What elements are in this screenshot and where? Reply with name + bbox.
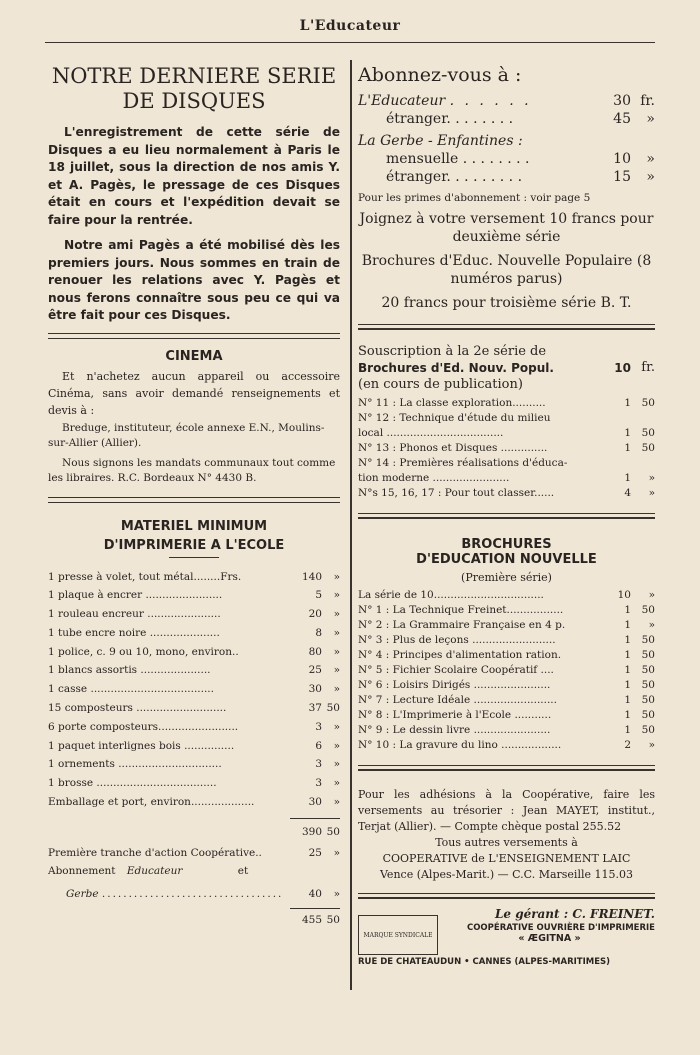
materiel-item-label: Emballage et port, environ................... (48, 796, 255, 809)
materiel-item-label: 1 tube encre noire ..................... (48, 626, 220, 639)
souscription-item-value: 1 (624, 472, 631, 484)
total-amount: 455 (301, 914, 322, 927)
materiel-item-unit: » (333, 608, 340, 621)
materiel-item-unit: » (333, 589, 340, 602)
brochure-item-value: 1 (624, 604, 631, 616)
materiel-item-value: 20 (308, 608, 322, 621)
materiel-item-unit: » (333, 758, 340, 771)
brochure-item-label: N° 8 : L'Imprimerie à l'Ecole ........... (358, 709, 552, 721)
souscription-item-label: tion moderne ....................... (358, 472, 510, 484)
materiel-item-value: 3 (315, 777, 322, 790)
materiel-item-row (48, 737, 340, 756)
souscription-item-value: 1 (624, 442, 631, 454)
materiel-item-label: 15 composteurs ........................... (48, 702, 227, 715)
materiel-item-value: 30 (308, 683, 322, 696)
materiel-item-label: 1 police, c. 9 ou 10, mono, environ.. (48, 645, 239, 658)
brochure-item-label: N° 7 : Lecture Idéale ......................... (358, 694, 557, 706)
brochure-item-value: 2 (624, 739, 631, 751)
souscription-price: 10 (614, 361, 631, 375)
materiel-item-label: 1 blancs assortis ..................... (48, 664, 211, 677)
materiel-item-label: 1 paquet interlignes bois ............... (48, 739, 235, 752)
brochure-item-value: 1 (624, 664, 631, 676)
materiel-title (48, 519, 340, 553)
brochure-item-row (358, 693, 655, 708)
materiel-item-value: 80 (308, 645, 322, 658)
abonnement-label: Abonnement (48, 865, 116, 878)
brochure-item-value: 1 (624, 694, 631, 706)
materiel-item-row (48, 699, 340, 718)
souscription-line-1: Souscription à la 2e série de (358, 344, 547, 359)
primes-note: Pour les primes d'abonnement : voir page 5 (358, 192, 591, 204)
coop-text-4: Vence (Alpes-Marit.) — C.C. Marseille 115.03 (380, 868, 633, 881)
souscription-item-unit: » (648, 487, 655, 499)
disques-paragraph-2: Notre ami Pagès a été mobilisé dès les premiers jours. Nous sommes en train de renouer les relations avec Y. Pagès et nous ferons connaître sous peu ce qui va être fait pour ces Disques. (48, 238, 340, 322)
gerbe-cents: » (333, 888, 340, 901)
educ-etranger-row (358, 110, 655, 128)
materiel-item-label: 1 ornements ............................... (48, 758, 222, 771)
brochure-item-unit: 50 (641, 649, 655, 661)
materiel-item-row (48, 718, 340, 737)
abonnement-row (48, 862, 340, 881)
materiel-item-value: 3 (315, 720, 322, 733)
brochure-item-unit: 50 (641, 709, 655, 721)
coop-text-2: Tous autres versements à (435, 836, 578, 849)
imprimerie-line-2: « ÆGITNA » (518, 933, 581, 944)
brochure-item-unit: 50 (641, 604, 655, 616)
materiel-item-unit: » (333, 683, 340, 696)
materiel-item-unit: » (333, 796, 340, 809)
materiel-item-row (48, 643, 340, 662)
section-divider (358, 765, 655, 771)
joignez-text: Joignez à votre versement 10 francs pour deuxième série (359, 211, 654, 245)
brochure-item-row (358, 738, 655, 753)
section-divider (358, 513, 655, 519)
brochure-item-row (358, 678, 655, 693)
page-header (45, 18, 655, 43)
left-column (48, 62, 340, 930)
disques-title-line-1: NOTRE DERNIERE SERIE (51, 64, 337, 88)
brochure-item-row (358, 648, 655, 663)
materiel-item-label: 1 brosse .................................... (48, 777, 217, 790)
educ-unit: fr. (640, 93, 655, 109)
total-row (48, 911, 340, 930)
brochure-item-row (358, 588, 655, 603)
brochure-item-value: 1 (624, 619, 631, 631)
brochure-item-unit: » (648, 619, 655, 631)
materiel-item-label: 1 rouleau encreur ...................... (48, 608, 221, 621)
materiel-item-row (48, 586, 340, 605)
cooperative-block (358, 787, 655, 883)
brochure-item-unit: 50 (641, 724, 655, 736)
materiel-item-unit: » (333, 777, 340, 790)
souscription-item-row (358, 441, 655, 456)
brochures-title (358, 537, 655, 567)
cinema-paragraph-1: Et n'achetez aucun appareil ou accessoire Cinéma, sans avoir demandé renseignements et devis à : (48, 369, 340, 417)
brochures-title-line-2: D'EDUCATION NOUVELLE (416, 552, 597, 567)
materiel-item-unit: » (333, 720, 340, 733)
souscription-item-row (358, 411, 655, 426)
gerbe-amount: 40 (308, 888, 322, 901)
brochure-item-label: N° 10 : La gravure du lino .................. (358, 739, 562, 751)
brochure-item-value: 1 (624, 709, 631, 721)
section-divider (358, 324, 655, 330)
section-divider (48, 333, 340, 339)
souscription-item-row (358, 486, 655, 501)
section-divider (358, 893, 655, 899)
souscription-item-row (358, 471, 655, 486)
disques-title-line-2: DE DISQUES (122, 89, 266, 113)
souscription-item-unit (631, 411, 655, 426)
materiel-title-line-1: MATERIEL MINIMUM (120, 518, 268, 534)
souscription-line-3: (en cours de publication) (358, 377, 523, 392)
subtotal-rule (290, 818, 340, 819)
materiel-item-value: 8 (315, 626, 322, 639)
materiel-item-label: 1 plaque à encrer ....................... (48, 589, 223, 602)
brochure-item-unit: 50 (641, 679, 655, 691)
total-cents: 50 (326, 914, 340, 927)
materiel-item-unit: » (333, 570, 340, 583)
disques-title (48, 64, 340, 114)
page-header-title: L'Educateur (299, 18, 401, 34)
materiel-item-value: 6 (315, 739, 322, 752)
materiel-item-value: 37 (308, 702, 322, 715)
brochure-item-unit: 50 (641, 634, 655, 646)
souscription-item-value: 4 (624, 487, 631, 499)
cinema-paragraph-3: Nous signons les mandats communaux tout comme les libraires. R.C. Bordeaux N° 4430 B. (48, 456, 336, 484)
souscription-item-row (358, 396, 655, 411)
souscription-item-value (603, 456, 631, 471)
gerbe-etranger-unit: » (646, 169, 655, 185)
souscription-item-value: 1 (624, 427, 631, 439)
materiel-item-row (48, 624, 340, 643)
souscription-unit: fr. (641, 360, 655, 375)
tranche-label: Première tranche d'action Coopérative.. (48, 846, 262, 859)
souscription-item-value (603, 411, 631, 426)
souscription-item-label: local ................................... (358, 427, 504, 439)
materiel-item-unit: » (333, 664, 340, 677)
souscription-item-row (358, 426, 655, 441)
brochure-item-unit: » (648, 589, 655, 601)
materiel-item-value: 3 (315, 758, 322, 771)
brochure-item-row (358, 603, 655, 618)
souscription-item-unit: 50 (641, 397, 655, 409)
materiel-item-label: 6 porte composteurs........................ (48, 720, 239, 733)
mensuelle-unit: » (646, 151, 655, 167)
materiel-item-value: 5 (315, 589, 322, 602)
brochure-item-value: 10 (617, 589, 631, 601)
cinema-paragraph-2: Breduge, instituteur, école annexe E.N., Moulins-sur-Allier (Allier). (48, 421, 325, 449)
mensuelle-value: 10 (613, 151, 631, 167)
title-underline (169, 557, 219, 558)
gerbe-row: Gerbe .................................. 40 » (48, 885, 340, 904)
tranche-cents: » (333, 846, 340, 859)
gerant-line: Le gérant : C. FREINET. (494, 907, 655, 921)
gerbe-etranger-row (358, 168, 655, 186)
materiel-item-value: 140 (301, 570, 322, 583)
abonnement-educateur: Educateur (126, 865, 183, 878)
materiel-item-unit: » (333, 626, 340, 639)
brochure-item-label: N° 9 : Le dessin livre ....................... (358, 724, 551, 736)
souscription-item-unit: » (648, 472, 655, 484)
souscription-line-2 (358, 359, 655, 377)
brochure-item-row (358, 708, 655, 723)
materiel-item-row (48, 755, 340, 774)
souscription-item-unit: 50 (641, 427, 655, 439)
brochure-item-value: 1 (624, 634, 631, 646)
subtotal-row (48, 823, 340, 842)
materiel-item-row (48, 774, 340, 793)
educ-etranger-value: 45 (613, 111, 631, 127)
educ-etranger-label: étranger. . . . . . . . (386, 111, 514, 127)
souscription-item-label: N°s 15, 16, 17 : Pour tout classer...... (358, 487, 555, 499)
tranche-row (48, 844, 340, 863)
subtotal-cents: 50 (326, 825, 340, 838)
brochure-item-unit: » (648, 739, 655, 751)
souscription-item-label: N° 14 : Premières réalisations d'éduca- (358, 457, 568, 469)
brochure-item-label: N° 4 : Principes d'alimentation ration. (358, 649, 562, 661)
brochure-item-label: N° 2 : La Grammaire Française en 4 p. (358, 619, 566, 631)
brochures-list (358, 588, 655, 753)
materiel-item-value: 25 (308, 664, 322, 677)
brochure-item-label: N° 1 : La Technique Freinet................. (358, 604, 564, 616)
materiel-item-unit: » (333, 645, 340, 658)
brochure-item-value: 1 (624, 679, 631, 691)
souscription-item-label: N° 12 : Technique d'étude du milieu (358, 412, 551, 424)
gerbe-enfantines-label: La Gerbe - Enfantines : (358, 133, 523, 149)
materiel-item-label: 1 presse à volet, tout métal........Frs. (48, 570, 242, 583)
abonnement-et: et (237, 865, 249, 878)
souscription-item-unit: 50 (641, 442, 655, 454)
brochure-item-value: 1 (624, 724, 631, 736)
mensuelle-label: mensuelle . . . . . . . . (386, 151, 530, 167)
brochure-item-row (358, 663, 655, 678)
imprimerie-line-1: COOPÉRATIVE OUVRIÈRE D'IMPRIMERIE (466, 923, 655, 933)
column-divider (350, 60, 352, 990)
imprimerie-line-3: RUE DE CHATEAUDUN • CANNES (ALPES-MARITIMES) (358, 957, 611, 967)
brochure-item-unit: 50 (641, 664, 655, 676)
souscription-item-unit (631, 456, 655, 471)
brochure-item-label: La série de 10................................. (358, 589, 544, 601)
tranche-amount: 25 (308, 846, 322, 859)
souscription-item-label: N° 11 : La classe exploration.......... (358, 397, 546, 409)
materiel-title-line-2: D'IMPRIMERIE A L'ECOLE (103, 537, 285, 553)
brochure-item-label: N° 6 : Loisirs Dirigés ....................... (358, 679, 551, 691)
union-label-logo (358, 915, 438, 955)
materiel-list (48, 568, 340, 812)
materiel-item-row (48, 680, 340, 699)
brochure-item-row (358, 723, 655, 738)
brochures-subtitle: (Première série) (461, 571, 552, 584)
disques-paragraph-1: L'enregistrement de cette série de Disques a eu lieu normalement à Paris le 18 juillet, sous la direction de nos amis Y. et A. Pagès, le pressage de ces Disques était en cours et l'expédition devait se faire pour la rentrée. (48, 125, 340, 227)
brochure-item-value: 1 (624, 649, 631, 661)
educ-label: L'Educateur . . . . . . (358, 93, 532, 109)
materiel-item-row (48, 605, 340, 624)
materiel-item-label: 1 casse ..................................... (48, 683, 214, 696)
souscription-block (358, 344, 655, 501)
subtotal-amount: 390 (301, 825, 322, 838)
educ-row (358, 92, 655, 110)
souscription-brochures: Brochures d'Ed. Nouv. Popul. (358, 361, 554, 375)
brochure-item-label: N° 3 : Plus de leçons ......................... (358, 634, 556, 646)
footer-imprint (358, 907, 655, 955)
materiel-item-row (48, 793, 340, 812)
materiel-item-row (48, 568, 340, 587)
gerbe-etranger-label: étranger. . . . . . . . . (386, 169, 523, 185)
souscription-item-label: N° 13 : Phonos et Disques .............. (358, 442, 548, 454)
materiel-item-row (48, 661, 340, 680)
brochure-item-label: N° 5 : Fichier Scolaire Coopératif .... (358, 664, 554, 676)
cinema-title: CINEMA (165, 348, 223, 364)
coop-text-3: COOPERATIVE de L'ENSEIGNEMENT LAIC (382, 852, 631, 865)
brochures-title-line-1: BROCHURES (461, 537, 552, 552)
materiel-item-value: 30 (308, 796, 322, 809)
educ-etranger-unit: » (646, 111, 655, 127)
right-column (358, 62, 655, 967)
souscription-list (358, 396, 655, 501)
mensuelle-row (358, 150, 655, 168)
total-rule (290, 908, 340, 909)
logo-text: MARQUE SYNDICALE (363, 931, 433, 939)
materiel-item-unit: 50 (326, 702, 340, 715)
vingt-francs-text: 20 francs pour troisième série B. T. (381, 295, 632, 311)
gerbe-etranger-value: 15 (613, 169, 631, 185)
souscription-item-value: 1 (624, 397, 631, 409)
section-divider (48, 497, 340, 503)
abonnez-title: Abonnez-vous à : (358, 64, 522, 86)
brochure-item-unit: 50 (641, 694, 655, 706)
souscription-item-row (358, 456, 655, 471)
brochure-item-row (358, 618, 655, 633)
brochures-educ-text: Brochures d'Educ. Nouvelle Populaire (8 numéros parus) (361, 253, 652, 287)
gerbe-label: Gerbe (66, 888, 99, 901)
materiel-item-unit: » (333, 739, 340, 752)
coop-text-1: Pour les adhésions à la Coopérative, faire les versements au trésorier : Jean MAYET, institut., Terjat (Allier). — Compte chèque postal 255.52 (358, 788, 655, 833)
educ-value: 30 (613, 93, 631, 109)
brochure-item-row (358, 633, 655, 648)
